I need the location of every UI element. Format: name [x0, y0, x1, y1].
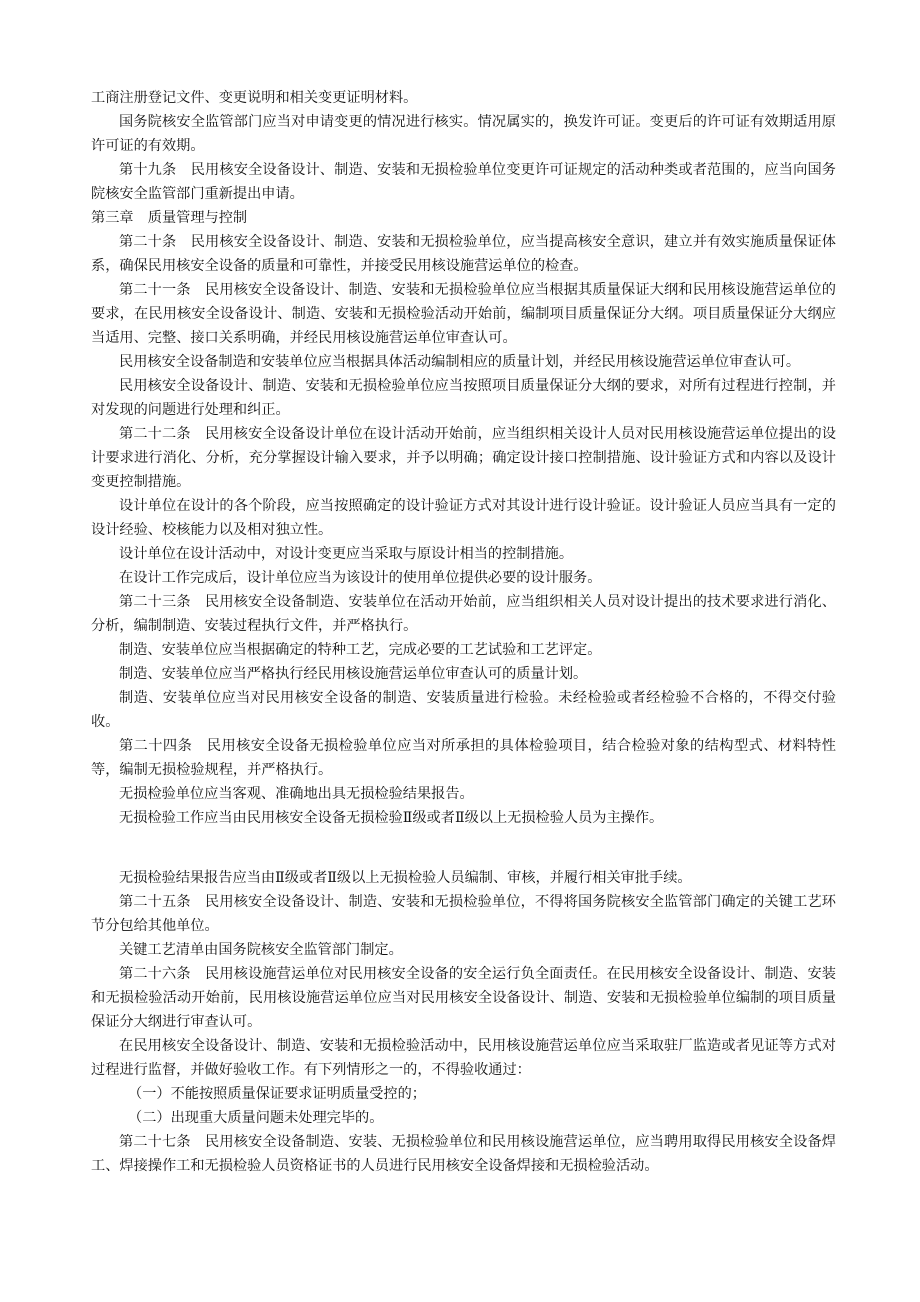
paragraph: 工商注册登记文件、变更说明和相关变更证明材料。	[91, 90, 418, 106]
paragraph: 关键工艺清单由国务院核安全监管部门制定。	[119, 942, 403, 958]
paragraph: （一）不能按照质量保证要求证明质量受控的；	[128, 1086, 426, 1102]
paragraph: 在民用核安全设备设计、制造、安装和无损检验活动中，民用核设施营运单位应当采取驻厂监造或者见证等方式对过程进行监督，并做好验收工作。有下列情形之一的，不得验收通过：	[91, 1038, 836, 1078]
paragraph-group-top	[91, 86, 836, 830]
paragraph: 第二十一条 民用核安全设备设计、制造、安装和无损检验单位应当根据其质量保证大纲和民用核设施营运单位的要求，在民用核安全设备设计、制造、安装和无损检验活动开始前，编制项目质量保证分大纲。项目质量保证分大纲应当适用、完整、接口关系明确，并经民用核设施营运单位审查认可。	[91, 282, 836, 346]
paragraph: 设计单位在设计的各个阶段，应当按照确定的设计验证方式对其设计进行设计验证。设计验证人员应当具有一定的设计经验、校核能力以及相对独立性。	[91, 498, 836, 538]
paragraph: 第二十六条 民用核设施营运单位对民用核安全设备的安全运行负全面责任。在民用核安全设备设计、制造、安装和无损检验活动开始前，民用核设施营运单位应当对民用核安全设备设计、制造、安装和无损检验单位编制的项目质量保证分大纲进行审查认可。	[91, 966, 836, 1030]
paragraph: 第二十五条 民用核安全设备设计、制造、安装和无损检验单位，不得将国务院核安全监管部门确定的关键工艺环节分包给其他单位。	[91, 894, 836, 934]
document-body	[91, 86, 836, 1178]
paragraph: 第二十二条 民用核安全设备设计单位在设计活动开始前，应当组织相关设计人员对民用核设施营运单位提出的设计要求进行消化、分析，充分掌握设计输入要求，并予以明确；确定设计接口控制措施、设计验证方式和内容以及设计变更控制措施。	[91, 426, 836, 490]
paragraph: 制造、安装单位应当对民用核安全设备的制造、安装质量进行检验。未经检验或者经检验不合格的，不得交付验收。	[91, 690, 836, 730]
paragraph: 在设计工作完成后，设计单位应当为该设计的使用单位提供必要的设计服务。	[119, 570, 602, 586]
paragraph: 第二十三条 民用核安全设备制造、安装单位在活动开始前，应当组织相关人员对设计提出的技术要求进行消化、分析，编制制造、安装过程执行文件，并严格执行。	[91, 594, 836, 634]
paragraph: 第十九条 民用核安全设备设计、制造、安装和无损检验单位变更许可证规定的活动种类或者范围的，应当向国务院核安全监管部门重新提出申请。	[91, 162, 836, 202]
blank-gap	[91, 830, 836, 866]
paragraph: 制造、安装单位应当严格执行经民用核设施营运单位审查认可的质量计划。	[119, 666, 588, 682]
paragraph: 无损检验工作应当由民用核安全设备无损检验Ⅱ级或者Ⅱ级以上无损检验人员为主操作。	[119, 810, 664, 826]
paragraph-group-bottom	[91, 866, 836, 1178]
paragraph: 无损检验结果报告应当由Ⅱ级或者Ⅱ级以上无损检验人员编制、审核，并履行相关审批手续。	[119, 870, 692, 886]
paragraph: （二）出现重大质量问题未处理完毕的。	[128, 1110, 384, 1126]
paragraph: 民用核安全设备制造和安装单位应当根据具体活动编制相应的质量计划，并经民用核设施营运单位审查认可。	[119, 354, 801, 370]
paragraph: 第三章 质量管理与控制	[91, 210, 248, 226]
paragraph: 制造、安装单位应当根据确定的特种工艺，完成必要的工艺试验和工艺评定。	[119, 642, 602, 658]
paragraph: 第二十四条 民用核安全设备无损检验单位应当对所承担的具体检验项目，结合检验对象的结构型式、材料特性等，编制无损检验规程，并严格执行。	[91, 738, 836, 778]
paragraph: 无损检验单位应当客观、准确地出具无损检验结果报告。	[119, 786, 474, 802]
paragraph: 第二十条 民用核安全设备设计、制造、安装和无损检验单位，应当提高核安全意识，建立并有效实施质量保证体系，确保民用核安全设备的质量和可靠性，并接受民用核设施营运单位的检查。	[91, 234, 836, 274]
paragraph: 第二十七条 民用核安全设备制造、安装、无损检验单位和民用核设施营运单位，应当聘用取得民用核安全设备焊工、焊接操作工和无损检验人员资格证书的人员进行民用核安全设备焊接和无损检验活动。	[91, 1134, 836, 1174]
paragraph: 设计单位在设计活动中，对设计变更应当采取与原设计相当的控制措施。	[119, 546, 574, 562]
paragraph: 民用核安全设备设计、制造、安装和无损检验单位应当按照项目质量保证分大纲的要求，对所有过程进行控制，并对发现的问题进行处理和纠正。	[91, 378, 836, 418]
paragraph: 国务院核安全监管部门应当对申请变更的情况进行核实。情况属实的，换发许可证。变更后的许可证有效期适用原许可证的有效期。	[91, 114, 836, 154]
